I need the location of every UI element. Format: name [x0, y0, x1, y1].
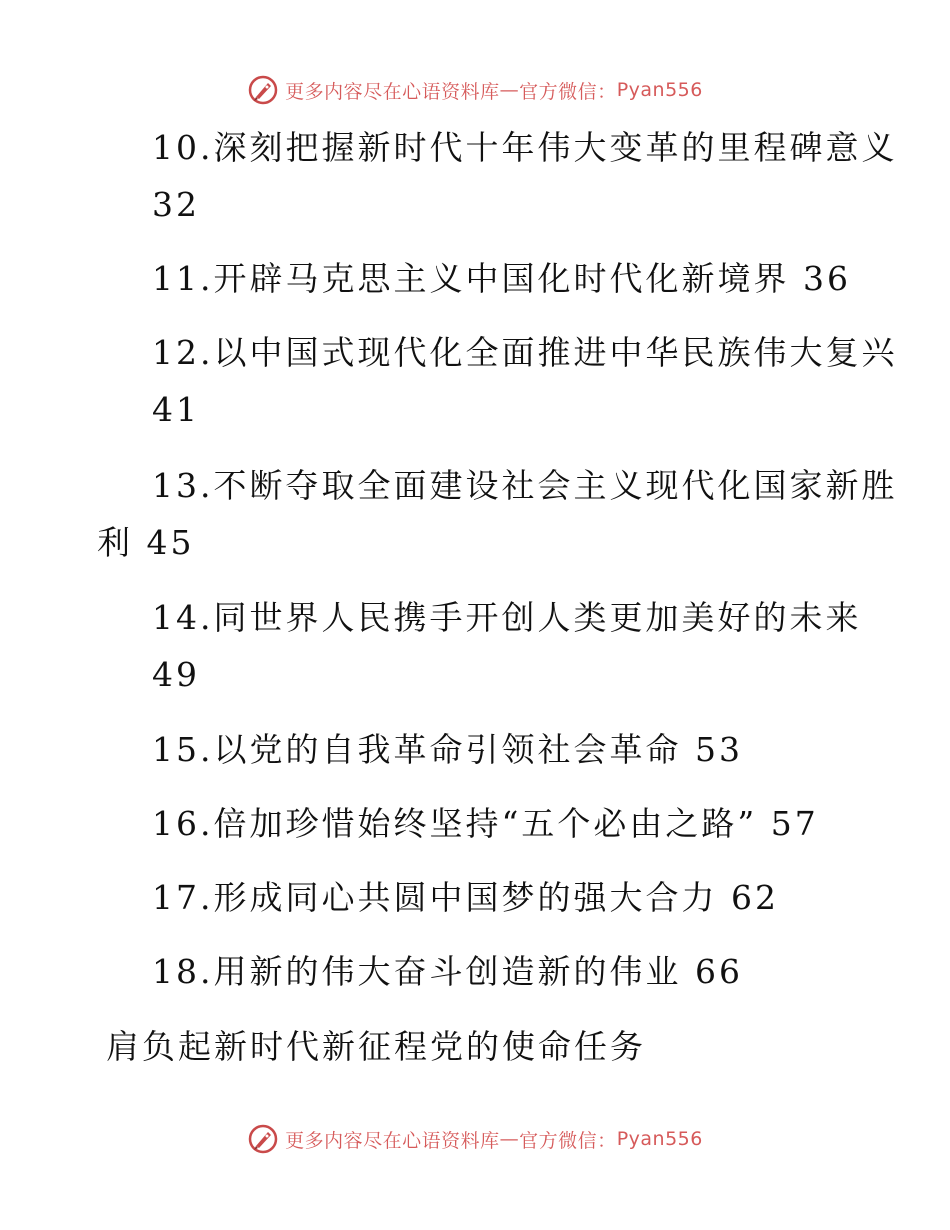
- toc-entry-13-continuation: 利 45: [97, 523, 195, 562]
- toc-entry-14: 14.同世界人民携手开创人类更加美好的未来: [152, 598, 862, 637]
- watermark-handle: Pyan556: [616, 1128, 703, 1150]
- toc-entry-13: 13.不断夺取全面建设社会主义现代化国家新胜: [152, 466, 898, 505]
- toc-entry-11: 11.开辟马克思主义中国化时代化新境界 36: [152, 259, 851, 298]
- fountain-pen-logo-icon: [247, 74, 279, 106]
- toc-entry-17: 17.形成同心共圆中国梦的强大合力 62: [152, 878, 779, 917]
- toc-page-number: 32: [152, 185, 200, 224]
- watermark-text: 更多内容尽在心语资料库: [285, 1129, 500, 1152]
- toc-entry-12: 12.以中国式现代化全面推进中华民族伟大复兴: [152, 333, 898, 372]
- watermark-footer: [0, 1119, 950, 1159]
- toc-entry-15: 15.以党的自我革命引领社会革命 53: [152, 730, 743, 769]
- fountain-pen-logo-icon: [247, 1123, 279, 1155]
- watermark-header: [0, 70, 950, 110]
- toc-entry-10: 10.深刻把握新时代十年伟大变革的里程碑意义: [152, 128, 898, 167]
- section-heading: 肩负起新时代新征程党的使命任务: [106, 1027, 646, 1066]
- watermark-suffix: 官方微信：: [519, 1129, 617, 1152]
- toc-page-number: 41: [152, 390, 200, 429]
- toc-entry-16: 16.倍加珍惜始终坚持“五个必由之路” 57: [152, 804, 819, 843]
- toc-entry-18: 18.用新的伟大奋斗创造新的伟业 66: [152, 952, 743, 991]
- watermark-text: 更多内容尽在心语资料库: [285, 80, 500, 103]
- watermark-separator: —: [499, 79, 520, 101]
- watermark-handle: Pyan556: [616, 79, 703, 101]
- toc-page-number: 49: [152, 655, 200, 694]
- watermark-separator: —: [499, 1128, 520, 1150]
- watermark-suffix: 官方微信：: [519, 80, 617, 103]
